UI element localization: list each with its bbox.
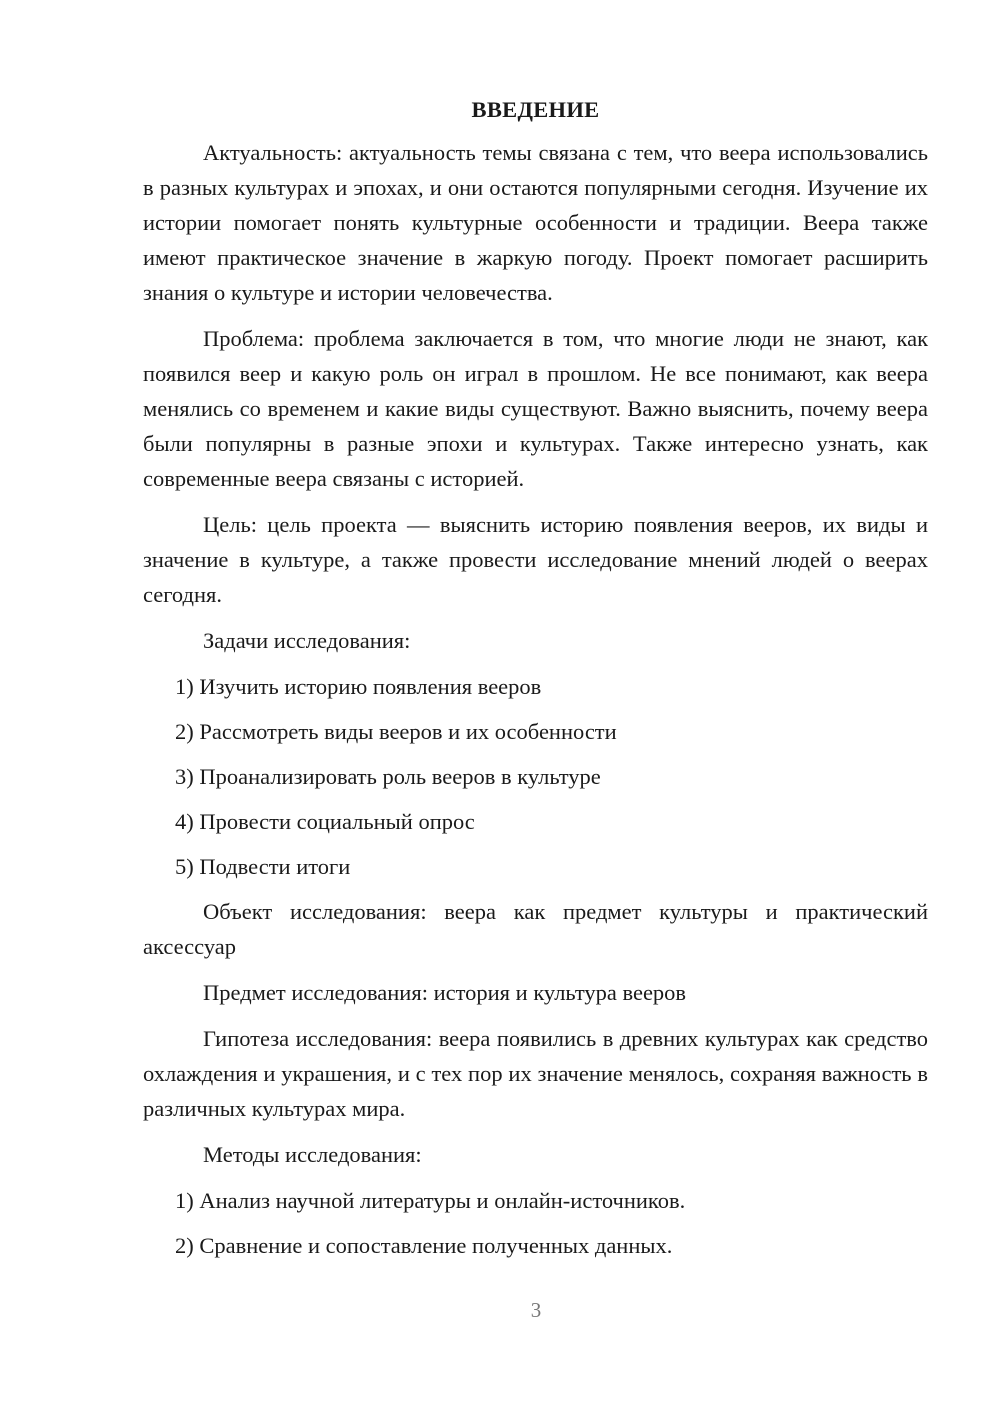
- page-number: 3: [530, 1298, 542, 1322]
- task-item-3: 3) Проанализировать роль вееров в культуре: [175, 764, 601, 789]
- task-item-4: 4) Провести социальный опрос: [175, 809, 475, 834]
- task-item-5: 5) Подвести итоги: [175, 854, 351, 879]
- task-item-1: 1) Изучить историю появления вееров: [175, 674, 542, 699]
- method-item-2: 2) Сравнение и сопоставление полученных данных.: [175, 1233, 673, 1258]
- hypothesis-paragraph: Гипотеза исследования: веера появились в древних культурах как средство охлаждения и украшения, и с тех пор их значение менялось, сохраняя важность в различных культурах мира.: [143, 1026, 928, 1121]
- page-title: ВВЕДЕНИЕ: [471, 97, 600, 122]
- object-paragraph: Объект исследования: веера как предмет культуры и практический аксессуар: [143, 899, 928, 959]
- subject-paragraph: Предмет исследования: история и культура вееров: [203, 980, 687, 1005]
- problem-paragraph: Проблема: проблема заключается в том, что многие люди не знают, как появился веер и какую роль он играл в прошлом. Не все понимают, как веера менялись со временем и какие виды существуют. Важно выяснить, почему веера были популярны в разные эпохи и культурах. Также интересно узнать, как современные веера связаны с историей.: [143, 326, 928, 491]
- tasks-heading: Задачи исследования:: [203, 628, 411, 653]
- relevance-paragraph: Актуальность: актуальность темы связана с тем, что веера использовались в разных культурах и эпохах, и они остаются популярными сегодня. Изучение их истории помогает понять культурные особенности и традиции. Веера также имеют практическое значение в жаркую погоду. Проект помогает расширить знания о культуре и истории человечества.: [143, 140, 928, 305]
- page-content: [143, 92, 928, 1273]
- methods-heading: Методы исследования:: [203, 1142, 422, 1167]
- goal-paragraph: Цель: цель проекта — выяснить историю появления вееров, их виды и значение в культуре, а также провести исследование мнений людей о веерах сегодня.: [143, 512, 928, 607]
- task-item-2: 2) Рассмотреть виды вееров и их особенности: [175, 719, 617, 744]
- method-item-1: 1) Анализ научной литературы и онлайн-источников.: [175, 1188, 686, 1213]
